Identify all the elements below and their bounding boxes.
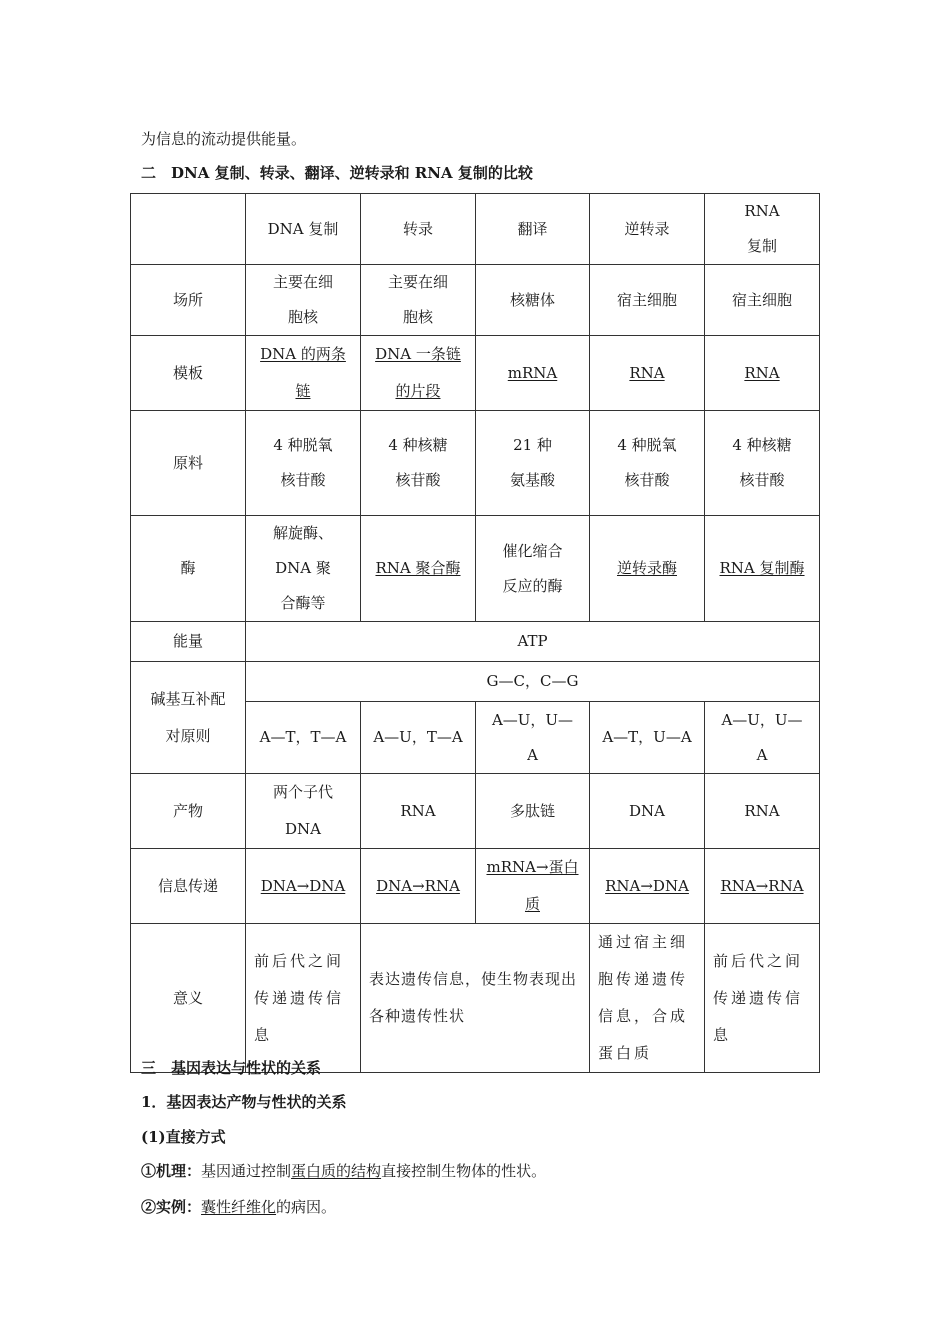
table-cell: RNA: [361, 774, 476, 849]
mechanism-underlined: 蛋白质的结构: [291, 1162, 382, 1180]
example-marker: ②: [141, 1198, 157, 1216]
header-row: [131, 194, 820, 265]
intro-line: 为信息的流动提供能量。: [141, 130, 307, 148]
table-cell: RNA: [590, 336, 705, 411]
header-corner-cell: [131, 194, 246, 265]
table-cell: RNA→RNA: [705, 849, 820, 924]
table-cell: RNA→DNA: [590, 849, 705, 924]
header-transcription: 转录: [361, 194, 476, 265]
row-meaning: [131, 924, 820, 1073]
row-info-flow: [131, 849, 820, 924]
comparison-table: [130, 193, 820, 1073]
row-pairing-common: [131, 662, 820, 702]
table-cell: 表达遗传信息，使生物表现出各种遗传性状: [361, 924, 590, 1073]
table-cell: 21 种氨基酸: [476, 411, 590, 516]
table-cell: DNA→DNA: [246, 849, 361, 924]
row-template: [131, 336, 820, 411]
section-heading-comparison: 二 DNA 复制、转录、翻译、逆转录和 RNA 复制的比较: [141, 164, 533, 182]
example-text-after: 的病因。: [276, 1198, 337, 1216]
row-label: 酶: [131, 516, 246, 622]
table-cell: mRNA: [476, 336, 590, 411]
table-cell: RNA 聚合酶: [361, 516, 476, 622]
table-cell: mRNA→蛋白质: [476, 849, 590, 924]
table-cell: RNA: [705, 774, 820, 849]
table-cell: 4 种核糖核苷酸: [361, 411, 476, 516]
table-cell: 两个子代DNA: [246, 774, 361, 849]
table-cell: RNA: [705, 336, 820, 411]
table-cell: 多肽链: [476, 774, 590, 849]
pairing-common-cell: G—C，C—G: [246, 662, 820, 702]
table-cell: 前后代之间传递遗传信息: [705, 924, 820, 1073]
table-cell: 4 种脱氧核苷酸: [590, 411, 705, 516]
table-cell: A—T，T—A: [246, 702, 361, 774]
row-site: [131, 265, 820, 336]
table-cell: 4 种脱氧核苷酸: [246, 411, 361, 516]
table-cell: 解旋酶、DNA 聚合酶等: [246, 516, 361, 622]
row-label: 模板: [131, 336, 246, 411]
mechanism-text-before: 基因通过控制: [201, 1162, 292, 1180]
row-product: [131, 774, 820, 849]
row-material: [131, 411, 820, 516]
row-label: 场所: [131, 265, 246, 336]
row-energy: [131, 622, 820, 662]
row-label: 意义: [131, 924, 246, 1073]
mechanism-line: [141, 1160, 546, 1181]
table-cell: 宿主细胞: [705, 265, 820, 336]
mechanism-label: 机理：: [156, 1162, 202, 1180]
mechanism-text-after: 直接控制生物体的性状。: [381, 1162, 547, 1180]
table-cell: A—U，T—A: [361, 702, 476, 774]
header-translation: 翻译: [476, 194, 590, 265]
table-cell: A—U，U—A: [476, 702, 590, 774]
table-cell: 核糖体: [476, 265, 590, 336]
table-cell: 前后代之间传递遗传信息: [246, 924, 361, 1073]
row-enzyme: [131, 516, 820, 622]
table-cell: DNA 的两条链: [246, 336, 361, 411]
table-cell: 4 种核糖核苷酸: [705, 411, 820, 516]
table-cell: 宿主细胞: [590, 265, 705, 336]
subheading-direct-way: (1)直接方式: [141, 1128, 226, 1146]
table-cell: 主要在细胞核: [246, 265, 361, 336]
example-label: 实例：: [156, 1198, 202, 1216]
mechanism-marker: ①: [141, 1162, 157, 1180]
header-dna-replication: DNA 复制: [246, 194, 361, 265]
table-cell: DNA→RNA: [361, 849, 476, 924]
example-line: [141, 1196, 336, 1217]
subheading-expression-products: 1．基因表达产物与性状的关系: [141, 1093, 347, 1111]
row-label: 原料: [131, 411, 246, 516]
section-heading-gene-expression: 三 基因表达与性状的关系: [141, 1059, 322, 1077]
row-label: 碱基互补配对原则: [131, 662, 246, 774]
table-cell: 主要在细胞核: [361, 265, 476, 336]
row-label: 信息传递: [131, 849, 246, 924]
row-label: 能量: [131, 622, 246, 662]
table-cell: 催化缩合反应的酶: [476, 516, 590, 622]
table-cell: DNA 一条链的片段: [361, 336, 476, 411]
table-cell: 逆转录酶: [590, 516, 705, 622]
table-cell: A—T，U—A: [590, 702, 705, 774]
table-cell: RNA 复制酶: [705, 516, 820, 622]
header-rna-replication: RNA 复制: [705, 194, 820, 265]
row-label: 产物: [131, 774, 246, 849]
table-cell: DNA: [590, 774, 705, 849]
table-cell: 通过宿主细胞传递遗传信息，合成蛋白质: [590, 924, 705, 1073]
energy-cell: ATP: [246, 622, 820, 662]
table-cell: A—U，U—A: [705, 702, 820, 774]
header-reverse-transcription: 逆转录: [590, 194, 705, 265]
example-underlined: 囊性纤维化: [201, 1198, 277, 1216]
